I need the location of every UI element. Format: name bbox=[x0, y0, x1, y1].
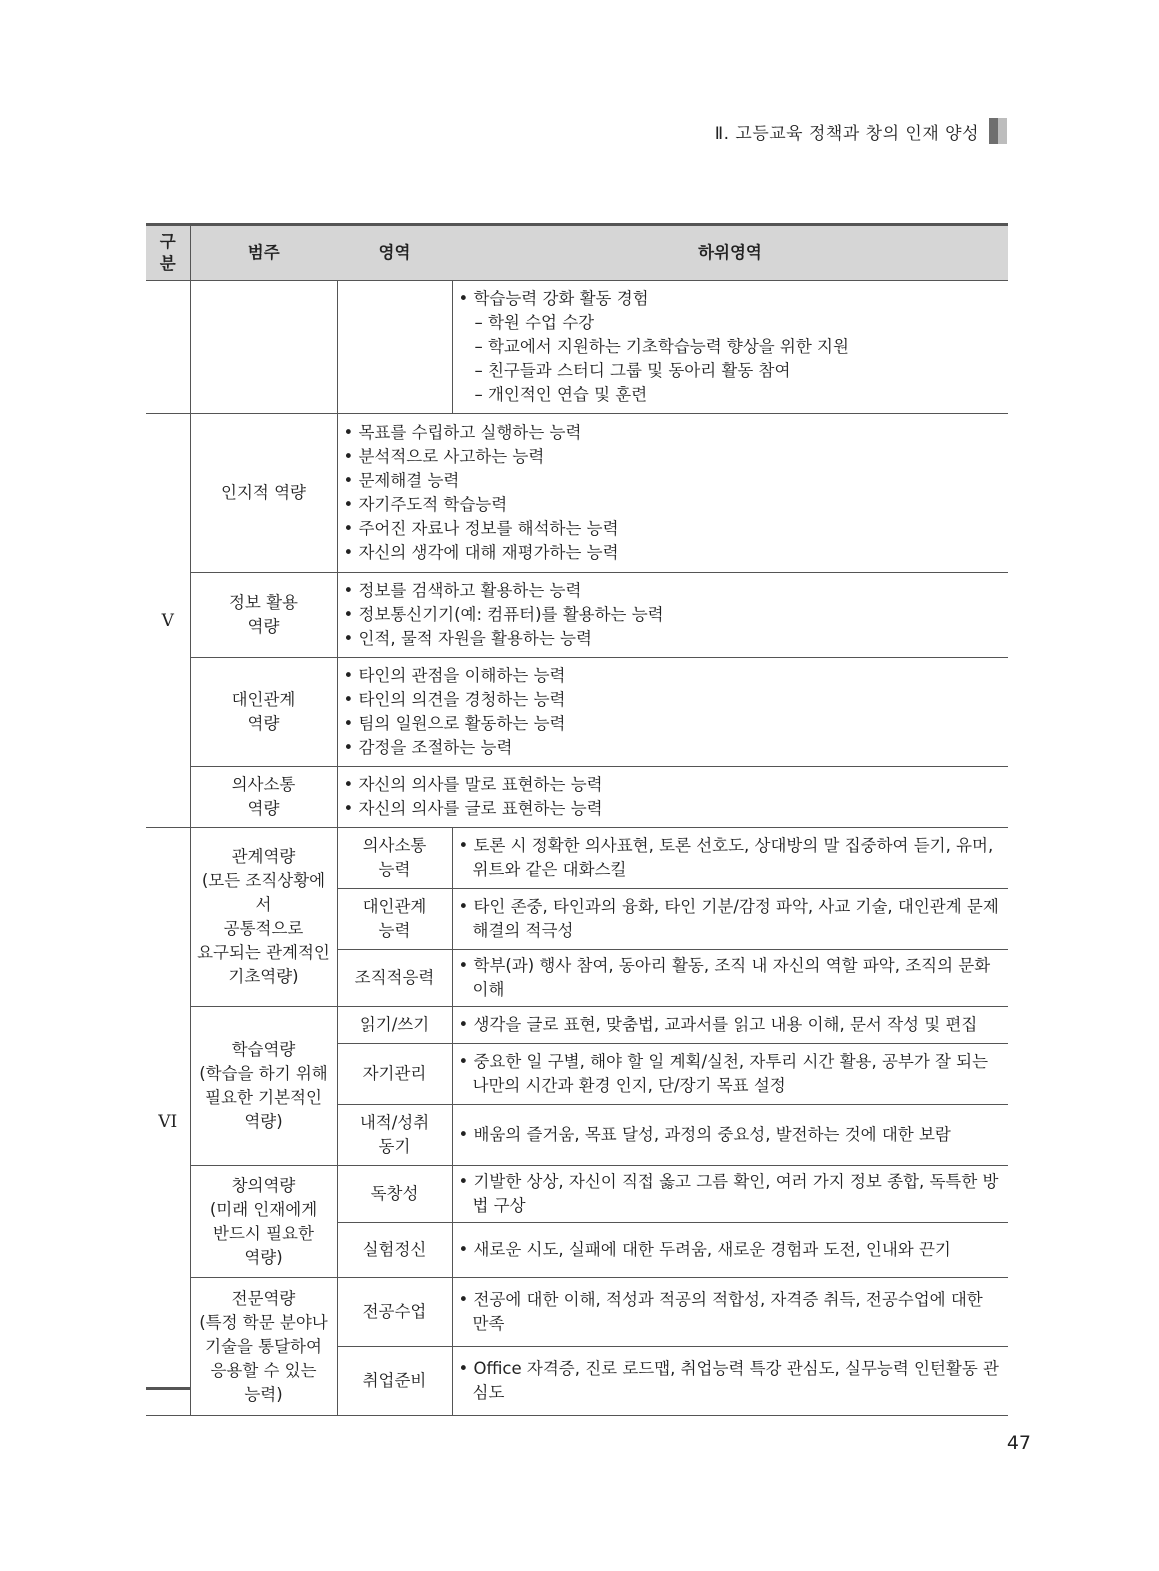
area-cell: 취업준비 bbox=[337, 1347, 452, 1416]
description-text: • 생각을 글로 표현, 맞춤법, 교과서를 읽고 내용 이해, 문서 작성 및 편집 bbox=[458, 1015, 978, 1034]
table-row bbox=[146, 767, 1008, 828]
list-item: • 분석적으로 사고하는 능력 bbox=[343, 447, 545, 466]
list-item: – 친구들과 스터디 그룹 및 동아리 활동 참여 bbox=[474, 361, 791, 380]
section-label: V bbox=[146, 414, 190, 828]
table-row bbox=[146, 573, 1008, 658]
area-cell: 실험정신 bbox=[337, 1223, 452, 1278]
list-item: • 목표를 수립하고 실행하는 능력 bbox=[343, 423, 582, 442]
area-cell: 자기관리 bbox=[337, 1044, 452, 1105]
table-row bbox=[146, 658, 1008, 767]
list-item: • 정보통신기기(예: 컴퓨터)를 활용하는 능력 bbox=[343, 605, 664, 624]
header-area: 영역 bbox=[337, 225, 452, 281]
area-cell: 의사소통 능력 bbox=[337, 828, 452, 889]
table-header-row bbox=[146, 225, 1008, 281]
description-text: • 기발한 상상, 자신이 직접 옳고 그름 확인, 여러 가지 정보 종합, 독특한 방법 구상 bbox=[458, 1172, 999, 1215]
table-row bbox=[146, 828, 1008, 889]
page-number: 47 bbox=[1006, 1432, 1031, 1454]
area-cell: 대인관계 능력 bbox=[337, 889, 452, 950]
area-cell: 전공수업 bbox=[337, 1278, 452, 1347]
description-text: • 토론 시 정확한 의사표현, 토론 선호도, 상대방의 말 집중하여 듣기, 유머, 위트와 같은 대화스킬 bbox=[458, 836, 994, 879]
running-header bbox=[715, 118, 1007, 144]
area-cell: 읽기/쓰기 bbox=[337, 1007, 452, 1044]
list-item: • 타인의 의견을 경청하는 능력 bbox=[343, 690, 566, 709]
list-item: – 학교에서 지원하는 기초학습능력 향상을 위한 지원 bbox=[474, 337, 849, 356]
list-item: • 타인의 관점을 이해하는 능력 bbox=[343, 666, 566, 685]
description-text: • Office 자격증, 진로 로드맵, 취업능력 특강 관심도, 실무능력 인턴활동 관심도 bbox=[458, 1359, 999, 1402]
items-cell bbox=[337, 658, 1008, 767]
header-gu: 구 분 bbox=[146, 225, 190, 281]
description-text: • 중요한 일 구별, 해야 할 일 계획/실천, 자투리 시간 활용, 공부가 잘 되는 나만의 시간과 환경 인지, 단/장기 목표 설정 bbox=[458, 1052, 989, 1095]
description-text: • 학부(과) 행사 참여, 동아리 활동, 조직 내 자신의 역할 파악, 조직의 문화 이해 bbox=[458, 956, 991, 999]
description-text: • 전공에 대한 이해, 적성과 적공의 적합성, 자격증 취득, 전공수업에 대한 만족 bbox=[458, 1290, 983, 1333]
items-cell bbox=[337, 573, 1008, 658]
table-row bbox=[146, 281, 1008, 414]
category-cell: 관계역량 (모든 조직상황에서 공통적으로 요구되는 관계적인 기초역량) bbox=[190, 828, 337, 1007]
header-category: 범주 bbox=[190, 225, 337, 281]
category-cell: 학습역량 (학습을 하기 위해 필요한 기본적인 역량) bbox=[190, 1007, 337, 1166]
area-cell: 독창성 bbox=[337, 1166, 452, 1223]
description-text: • 타인 존중, 타인과의 융화, 타인 기분/감정 파악, 사교 기술, 대인관계 문제 해결의 적극성 bbox=[458, 897, 999, 940]
category-cell: 대인관계 역량 bbox=[190, 658, 337, 767]
competency-table bbox=[146, 223, 1008, 1416]
list-item: – 개인적인 연습 및 훈련 bbox=[474, 385, 648, 404]
section-label: VI bbox=[146, 828, 190, 1416]
items-cell bbox=[337, 414, 1008, 573]
area-cell: 조직적응력 bbox=[337, 950, 452, 1007]
top-block-cell bbox=[452, 281, 1008, 414]
header-bar-decoration bbox=[989, 118, 1007, 144]
category-cell: 창의역량 (미래 인재에게 반드시 필요한 역량) bbox=[190, 1166, 337, 1278]
list-item: • 문제해결 능력 bbox=[343, 471, 460, 490]
category-cell: 정보 활용 역량 bbox=[190, 573, 337, 658]
category-cell: 전문역량 (특정 학문 분야나 기술을 통달하여 응용할 수 있는 능력) bbox=[190, 1278, 337, 1416]
list-item: • 학습능력 강화 활동 경험 bbox=[458, 289, 649, 308]
header-subarea: 하위영역 bbox=[452, 225, 1008, 281]
category-cell: 의사소통 역량 bbox=[190, 767, 337, 828]
table-row bbox=[146, 1166, 1008, 1223]
list-item: • 자신의 의사를 글로 표현하는 능력 bbox=[343, 799, 603, 818]
list-item: • 감정을 조절하는 능력 bbox=[343, 738, 513, 757]
list-item: – 학원 수업 수강 bbox=[474, 313, 595, 332]
table-row bbox=[146, 1278, 1008, 1347]
description-text: • 배움의 즐거움, 목표 달성, 과정의 중요성, 발전하는 것에 대한 보람 bbox=[458, 1125, 951, 1144]
category-cell: 인지적 역량 bbox=[190, 414, 337, 573]
area-cell: 내적/성취 동기 bbox=[337, 1105, 452, 1166]
list-item: • 정보를 검색하고 활용하는 능력 bbox=[343, 581, 582, 600]
items-cell bbox=[337, 767, 1008, 828]
table-row bbox=[146, 414, 1008, 573]
list-item: • 팀의 일원으로 활동하는 능력 bbox=[343, 714, 566, 733]
description-text: • 새로운 시도, 실패에 대한 두려움, 새로운 경험과 도전, 인내와 끈기 bbox=[458, 1240, 951, 1259]
running-header-title: Ⅱ. 고등교육 정책과 창의 인재 양성 bbox=[714, 123, 979, 144]
list-item: • 자신의 생각에 대해 재평가하는 능력 bbox=[343, 543, 619, 562]
list-item: • 주어진 자료나 정보를 해석하는 능력 bbox=[343, 519, 619, 538]
list-item: • 자신의 의사를 말로 표현하는 능력 bbox=[343, 775, 603, 794]
table-bottom-rule bbox=[146, 1387, 190, 1390]
list-item: • 인적, 물적 자원을 활용하는 능력 bbox=[343, 629, 592, 648]
list-item: • 자기주도적 학습능력 bbox=[343, 495, 508, 514]
table-row bbox=[146, 1007, 1008, 1044]
